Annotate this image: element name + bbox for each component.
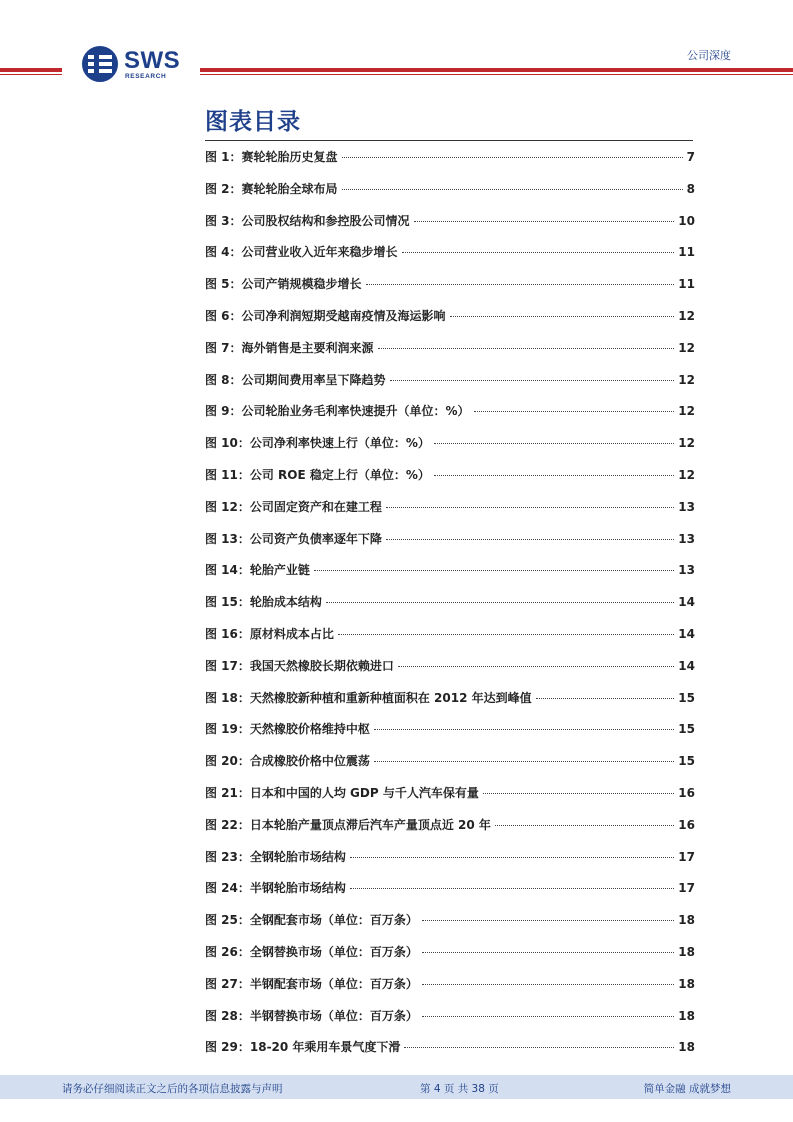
toc-entry[interactable]: [205, 275, 695, 307]
toc-entry[interactable]: [205, 752, 695, 784]
figure-toc-list: [205, 148, 695, 1070]
toc-dot-leader: [495, 825, 674, 826]
toc-entry[interactable]: [205, 625, 695, 657]
toc-entry-page[interactable]: 12: [678, 340, 695, 355]
toc-dot-leader: [434, 475, 674, 476]
footer-page-info: 第 4 页 共 38 页: [420, 1083, 499, 1095]
toc-entry-label[interactable]: 图 21：日本和中国的人均 GDP 与千人汽车保有量: [205, 785, 479, 800]
toc-entry-page[interactable]: 14: [678, 626, 695, 641]
toc-entry-label[interactable]: 图 6：公司净利润短期受越南疫情及海运影响: [205, 308, 446, 323]
toc-entry[interactable]: [205, 180, 695, 212]
toc-entry[interactable]: [205, 879, 695, 911]
toc-entry-page[interactable]: 18: [678, 944, 695, 959]
toc-dot-leader: [536, 698, 675, 699]
toc-entry-page[interactable]: 16: [678, 817, 695, 832]
toc-entry-page[interactable]: 18: [678, 913, 695, 928]
header-rule-left-thin: [0, 74, 62, 75]
toc-dot-leader: [404, 1047, 674, 1048]
toc-entry-page[interactable]: 18: [678, 976, 695, 991]
toc-entry-page[interactable]: 15: [678, 690, 695, 705]
toc-entry[interactable]: [205, 657, 695, 689]
toc-entry-label[interactable]: 图 19：天然橡胶价格维持中枢: [205, 722, 370, 737]
toc-entry[interactable]: [205, 402, 695, 434]
toc-dot-leader: [386, 507, 674, 508]
toc-entry[interactable]: [205, 212, 695, 244]
toc-entry-page[interactable]: 14: [678, 658, 695, 673]
toc-entry-label[interactable]: 图 20：合成橡胶价格中位震荡: [205, 754, 370, 769]
toc-entry-label[interactable]: 图 11：公司 ROE 稳定上行（单位：%）: [205, 467, 430, 482]
toc-entry-label[interactable]: 图 18：天然橡胶新种植和重新种植面积在 2012 年达到峰值: [205, 690, 532, 705]
toc-entry[interactable]: [205, 784, 695, 816]
toc-dot-leader: [390, 380, 675, 381]
toc-dot-leader: [386, 539, 674, 540]
toc-entry-label[interactable]: 图 2：赛轮轮胎全球布局: [205, 181, 338, 196]
toc-entry-page[interactable]: 13: [678, 499, 695, 514]
toc-dot-leader: [350, 888, 674, 889]
toc-entry-page[interactable]: 18: [678, 1008, 695, 1023]
toc-entry[interactable]: [205, 466, 695, 498]
toc-entry-page[interactable]: 12: [678, 467, 695, 482]
toc-dot-leader: [483, 793, 674, 794]
toc-entry-page[interactable]: 15: [678, 754, 695, 769]
toc-entry[interactable]: [205, 689, 695, 721]
toc-entry-page[interactable]: 12: [678, 404, 695, 419]
toc-dot-leader: [374, 729, 674, 730]
header-rule-right-thin: [200, 74, 793, 75]
header-rule-left: [0, 68, 62, 72]
toc-dot-leader: [414, 221, 675, 222]
toc-entry[interactable]: [205, 371, 695, 403]
toc-entry-page[interactable]: 17: [678, 849, 695, 864]
toc-entry[interactable]: [205, 848, 695, 880]
toc-entry[interactable]: [205, 148, 695, 180]
toc-dot-leader: [338, 634, 674, 635]
toc-entry[interactable]: [205, 434, 695, 466]
toc-dot-leader: [326, 602, 674, 603]
toc-entry[interactable]: [205, 720, 695, 752]
toc-entry[interactable]: [205, 307, 695, 339]
toc-entry-page[interactable]: 7: [686, 150, 695, 164]
toc-entry-label[interactable]: 图 17：我国天然橡胶长期依赖进口: [205, 658, 394, 673]
toc-dot-leader: [366, 284, 675, 285]
toc-dot-leader: [398, 666, 674, 667]
toc-dot-leader: [474, 411, 675, 412]
toc-entry-label[interactable]: 图 26：全钢替换市场（单位：百万条）: [205, 944, 418, 959]
toc-entry[interactable]: [205, 1038, 695, 1070]
toc-entry-page[interactable]: 17: [678, 881, 695, 896]
toc-entry-label[interactable]: 图 16：原材料成本占比: [205, 626, 334, 641]
logo-wordmark: SWS: [124, 47, 181, 74]
toc-dot-leader: [422, 952, 674, 953]
toc-entry[interactable]: [205, 816, 695, 848]
toc-entry-label[interactable]: 图 3：公司股权结构和参控股公司情况: [205, 213, 410, 228]
toc-entry-page[interactable]: 13: [678, 563, 695, 578]
toc-entry[interactable]: [205, 1007, 695, 1039]
toc-entry-label[interactable]: 图 4：公司营业收入近年来稳步增长: [205, 245, 398, 260]
report-type-label: 公司深度: [687, 49, 731, 62]
toc-entry-label[interactable]: 图 23：全钢轮胎市场结构: [205, 849, 346, 864]
toc-dot-leader: [342, 189, 683, 190]
toc-entry-page[interactable]: 12: [678, 308, 695, 323]
toc-entry-label[interactable]: 图 8：公司期间费用率呈下降趋势: [205, 372, 386, 387]
toc-entry[interactable]: [205, 530, 695, 562]
toc-entry-page[interactable]: 16: [678, 785, 695, 800]
toc-entry[interactable]: [205, 498, 695, 530]
toc-entry-label[interactable]: 图 5：公司产销规模稳步增长: [205, 277, 362, 292]
toc-entry-label[interactable]: 图 28：半钢替换市场（单位：百万条）: [205, 1008, 418, 1023]
toc-entry[interactable]: [205, 243, 695, 275]
toc-entry-page[interactable]: 12: [678, 372, 695, 387]
toc-entry-page[interactable]: 10: [678, 213, 695, 228]
toc-entry-label[interactable]: 图 7：海外销售是主要利润来源: [205, 340, 374, 355]
toc-dot-leader: [342, 157, 683, 158]
title-divider: [205, 140, 693, 141]
toc-dot-leader: [402, 252, 675, 253]
toc-entry[interactable]: [205, 943, 695, 975]
toc-dot-leader: [378, 348, 675, 349]
toc-dot-leader: [450, 316, 675, 317]
toc-entry-page[interactable]: 13: [678, 531, 695, 546]
toc-entry-label[interactable]: 图 29：18-20 年乘用车景气度下滑: [205, 1040, 401, 1055]
toc-entry-page[interactable]: 14: [678, 595, 695, 610]
footer-slogan: 简单金融 成就梦想: [643, 1083, 731, 1095]
toc-entry[interactable]: [205, 593, 695, 625]
toc-entry-label[interactable]: 图 22：日本轮胎产量顶点滞后汽车产量顶点近 20 年: [205, 817, 491, 832]
page-title: 图表目录: [205, 109, 301, 135]
toc-entry-label[interactable]: 图 12：公司固定资产和在建工程: [205, 499, 382, 514]
toc-entry-label[interactable]: 图 14：轮胎产业链: [205, 563, 310, 578]
toc-dot-leader: [374, 761, 674, 762]
toc-entry-label[interactable]: 图 27：半钢配套市场（单位：百万条）: [205, 976, 418, 991]
toc-entry-label[interactable]: 图 15：轮胎成本结构: [205, 595, 322, 610]
toc-entry-page[interactable]: 12: [678, 436, 695, 451]
toc-entry-label[interactable]: 图 13：公司资产负债率逐年下降: [205, 531, 382, 546]
toc-entry-page[interactable]: 8: [686, 181, 695, 196]
toc-entry-page[interactable]: 11: [678, 245, 695, 260]
footer-disclaimer: 请务必仔细阅读正文之后的各项信息披露与声明: [62, 1083, 283, 1095]
toc-entry[interactable]: [205, 911, 695, 943]
toc-entry-page[interactable]: 11: [678, 277, 695, 292]
toc-dot-leader: [434, 443, 674, 444]
toc-entry-label[interactable]: 图 24：半钢轮胎市场结构: [205, 881, 346, 896]
toc-entry-label[interactable]: 图 9：公司轮胎业务毛利率快速提升（单位：%）: [205, 404, 470, 419]
logo-subtext: RESEARCH: [125, 73, 167, 80]
toc-dot-leader: [422, 920, 674, 921]
toc-entry-label[interactable]: 图 1：赛轮轮胎历史复盘: [205, 150, 338, 164]
header-rule-right: [200, 68, 793, 72]
toc-entry[interactable]: [205, 561, 695, 593]
toc-entry-label[interactable]: 图 10：公司净利率快速上行（单位：%）: [205, 436, 430, 451]
toc-dot-leader: [350, 857, 674, 858]
toc-entry-page[interactable]: 15: [678, 722, 695, 737]
toc-dot-leader: [422, 984, 674, 985]
toc-dot-leader: [422, 1016, 674, 1017]
toc-entry[interactable]: [205, 339, 695, 371]
toc-entry[interactable]: [205, 975, 695, 1007]
toc-dot-leader: [314, 570, 674, 571]
toc-entry-label[interactable]: 图 25：全钢配套市场（单位：百万条）: [205, 913, 418, 928]
toc-entry-page[interactable]: 18: [678, 1040, 695, 1055]
